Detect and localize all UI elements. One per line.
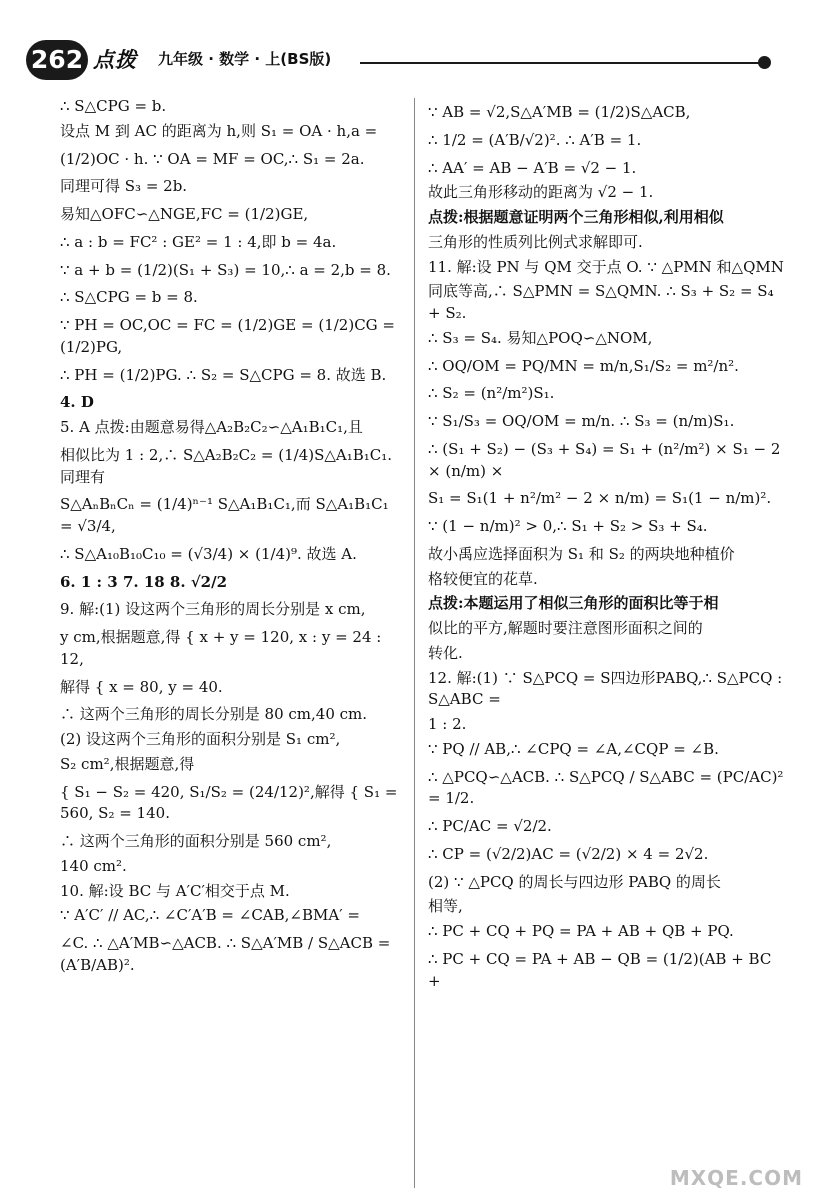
text-line: ∴ S△CPG = b = 8.	[60, 288, 198, 307]
text-line: ∵ a + b = (1/2)(S₁ + S₃) = 10,∴ a = 2,b = 8.	[60, 260, 391, 279]
book-title: 九年级 · 数学 · 上(BS版)	[158, 50, 332, 68]
text-line: 易知△OFC∽△NGE,FC = (1/2)GE,	[60, 205, 309, 223]
text-line: ∴ AA′ = AB − A′B = √2 − 1.	[428, 158, 637, 177]
text-line: 故此三角形移动的距离为 √2 − 1.	[428, 183, 654, 202]
text-line: ∴ a : b = FC² : GE² = 1 : 4,即 b = 4a.	[60, 232, 337, 251]
text-line: ∴ (S₁ + S₂) − (S₃ + S₄) = S₁ + (n²/m²) × S₁ − 2 × (n/m) ×	[428, 439, 781, 480]
tip-line: 点拨:本题运用了相似三角形的面积比等于相	[428, 594, 719, 613]
text-line: 故小禹应选择面积为 S₁ 和 S₂ 的两块地种植价	[428, 544, 735, 563]
page-number-badge: 262	[26, 40, 88, 80]
header-rule	[360, 62, 760, 64]
text-line: ∴ PH = (1/2)PG. ∴ S₂ = S△CPG = 8. 故选 B.	[60, 365, 387, 384]
text-line: 140 cm².	[60, 856, 127, 875]
text-line: ∴ PC + CQ = PA + AB − QB = (1/2)(AB + BC +	[428, 949, 772, 990]
text-line: 三角形的性质列比例式求解即可.	[428, 232, 643, 251]
text-line: ∴ △PCQ∽△ACB. ∴ S△PCQ / S△ABC = (PC/AC)² = 1/2.	[428, 767, 784, 808]
text-line: 10. 解:设 BC 与 A′C′相交于点 M.	[60, 881, 290, 900]
right-column	[428, 96, 788, 998]
text-line: ∴ 这两个三角形的周长分别是 80 cm,40 cm.	[60, 705, 368, 724]
text-line: 5. A 点拨:由题意易得△A₂B₂C₂∽△A₁B₁C₁,且	[60, 418, 363, 436]
text-line: 似比的平方,解题时要注意图形面积之间的	[428, 619, 703, 637]
text-line: 相似比为 1 : 2,∴ S△A₂B₂C₂ = (1/4)S△A₁B₁C₁. 同理有	[60, 445, 393, 486]
text-line: S△AₙBₙCₙ = (1/4)ⁿ⁻¹ S△A₁B₁C₁,而 S△A₁B₁C₁ = √3/4,	[60, 495, 389, 535]
column-divider	[414, 98, 415, 1188]
page-header	[0, 0, 817, 84]
text-line: (2) 设这两个三角形的面积分别是 S₁ cm²,	[60, 730, 341, 748]
text-line: 11. 解:设 PN 与 QM 交于点 O. ∵ △PMN 和△QMN	[428, 257, 784, 276]
text-line: ∵ PQ // AB,∴ ∠CPQ = ∠A,∠CQP = ∠B.	[428, 739, 719, 758]
text-line: ∠C. ∴ △A′MB∽△ACB. ∴ S△A′MB / S△ACB = (A′B/AB)².	[60, 934, 391, 974]
text-line: 解得 { x = 80, y = 40.	[60, 677, 223, 696]
header-rule-dot	[758, 56, 771, 69]
text-line: (2) ∵ △PCQ 的周长与四边形 PABQ 的周长	[428, 872, 721, 891]
text-line: 同理可得 S₃ = 2b.	[60, 177, 188, 196]
text-line: ∴ 1/2 = (A′B/√2)². ∴ A′B = 1.	[428, 130, 642, 149]
text-line: ∴ OQ/OM = PQ/MN = m/n,S₁/S₂ = m²/n².	[428, 356, 739, 375]
text-line: 转化.	[428, 643, 463, 662]
text-line: 格较便宜的花草.	[428, 569, 538, 588]
text-line: { S₁ − S₂ = 420, S₁/S₂ = (24/12)²,解得 { S₁ = 560, S₂ = 140.	[60, 782, 398, 823]
watermark-text: MXQE.COM	[669, 1166, 803, 1190]
text-line: ∵ PH = OC,OC = FC = (1/2)GE = (1/2)CG = (1/2)PG,	[60, 316, 395, 356]
text-line: y cm,根据题意,得 { x + y = 120, x : y = 24 : 12,	[60, 628, 382, 668]
text-line: ∴ S₃ = S₄. 易知△POQ∽△NOM,	[428, 328, 653, 347]
answer-line: 6. 1 : 3 7. 18 8. √2/2	[60, 572, 228, 591]
text-line: ∴ PC + CQ + PQ = PA + AB + QB + PQ.	[428, 922, 734, 940]
text-line: ∵ A′C′ // AC,∴ ∠C′A′B = ∠CAB,∠BMA′ =	[60, 906, 360, 925]
text-line: ∴ CP = (√2/2)AC = (√2/2) × 4 = 2√2.	[428, 844, 709, 863]
text-line: ∴ S₂ = (n²/m²)S₁.	[428, 384, 555, 403]
brand-logo-text: 点拨	[93, 47, 137, 72]
text-line: ∵ S₁/S₃ = OQ/OM = m/n. ∴ S₃ = (n/m)S₁.	[428, 412, 735, 430]
text-line: 设点 M 到 AC 的距离为 h,则 S₁ = OA · h,a =	[60, 121, 378, 140]
tip-line: 点拨:根据题意证明两个三角形相似,利用相似	[428, 208, 724, 226]
left-column	[60, 96, 402, 983]
text-line: ∵ (1 − n/m)² > 0,∴ S₁ + S₂ > S₃ + S₄.	[428, 517, 708, 535]
text-line: ∵ AB = √2,S△A′MB = (1/2)S△ACB,	[428, 103, 691, 121]
text-line: ∴ S△CPG = b.	[60, 97, 167, 115]
text-line: S₁ = S₁(1 + n²/m² − 2 × n/m) = S₁(1 − n/m)².	[428, 489, 772, 508]
text-line: ∴ 这两个三角形的面积分别是 560 cm²,	[60, 832, 332, 850]
text-line: S₂ cm²,根据题意,得	[60, 754, 195, 773]
text-line: ∴ S△A₁₀B₁₀C₁₀ = (√3/4) × (1/4)⁹. 故选 A.	[60, 544, 357, 563]
text-line: 同底等高,∴ S△PMN = S△QMN. ∴ S₃ + S₂ = S₄ + S₂.	[428, 282, 774, 322]
text-line: 12. 解:(1) ∵ S△PCQ = S四边形PABQ,∴ S△PCQ : S△ABC =	[428, 668, 783, 709]
text-line: 1 : 2.	[428, 715, 467, 733]
text-line: (1/2)OC · h. ∵ OA = MF = OC,∴ S₁ = 2a.	[60, 149, 365, 168]
text-line: 9. 解:(1) 设这两个三角形的周长分别是 x cm,	[60, 600, 366, 619]
text-line: 相等,	[428, 897, 463, 916]
text-line: ∴ PC/AC = √2/2.	[428, 817, 552, 835]
answer-line: 4. D	[60, 393, 94, 412]
